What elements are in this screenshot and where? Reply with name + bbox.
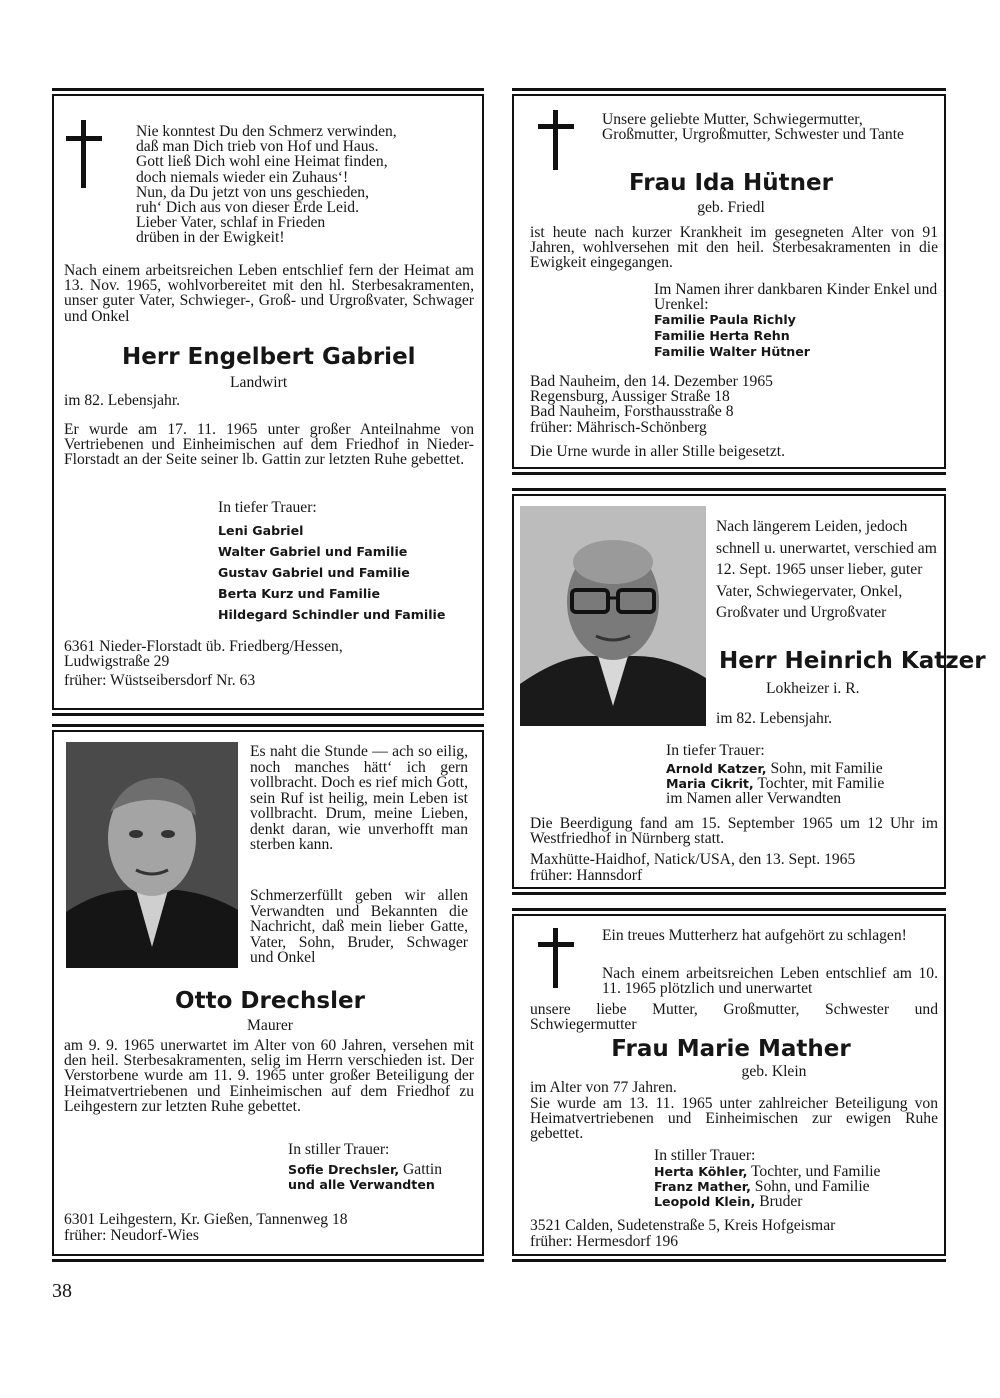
drechsler-intro: Schmerzerfüllt geben wir allen Verwandten und Bekannten die Nachricht, daß mein lieber Gatte, Vater, Sohn, Bruder, Schwager und Onkel bbox=[250, 887, 468, 966]
mourner-name: Maria Cikrit, bbox=[666, 776, 754, 792]
mather-burial: Sie wurde am 13. 11. 1965 unter zahlreicher Beteiligung von Heimatvertriebenen und Einheimischen zur ewigen Ruhe gebettet. bbox=[530, 1095, 938, 1143]
mather-poem: Ein treues Mutterherz hat aufgehört zu schlagen! bbox=[602, 927, 907, 944]
gabriel-age: im 82. Lebensjahr. bbox=[64, 392, 181, 409]
huetner-addresses: Bad Nauheim, den 14. Dezember 1965 Regensburg, Aussiger Straße 18 Bad Nauheim, Forsthausstraße 8 früher: Mährisch-Schönberg bbox=[530, 373, 773, 436]
mourner-relation: Tochter, mit Familie bbox=[753, 775, 885, 793]
notice-mather bbox=[512, 914, 946, 1256]
huetner-name: Frau Ida Hütner bbox=[629, 170, 833, 196]
portrait-photo bbox=[66, 742, 238, 968]
mourner-relation: Bruder bbox=[755, 1193, 803, 1211]
huetner-urn-note: Die Urne wurde in aller Stille beigesetzt. bbox=[530, 443, 786, 460]
mourner-relation: Gattin bbox=[399, 1161, 443, 1178]
portrait-drawing bbox=[66, 742, 238, 968]
gabriel-formerly: früher: Wüstseibersdorf Nr. 63 bbox=[64, 672, 256, 689]
gabriel-poem: Nie konntest Du den Schmerz verwinden, daß man Dich trieb von Hof und Haus. Gott ließ Dich wohl eine Heimat finden, doch niemals wieder ein Zuhaus‘! Nun, da Du jetzt von uns geschieden, ruh‘ Dich aus von dieser Erde Leid. Lieber Vater, schlaf in Frieden drüben in der Ewigkeit! bbox=[136, 123, 397, 247]
gabriel-occupation: Landwirt bbox=[230, 374, 288, 391]
katzer-mourners bbox=[666, 761, 884, 807]
mourner bbox=[288, 1162, 442, 1177]
drechsler-formerly: früher: Neudorf-Wies bbox=[64, 1227, 199, 1244]
mather-mourning-label: In stiller Trauer: bbox=[654, 1147, 756, 1164]
huetner-nee: geb. Friedl bbox=[697, 199, 765, 216]
drechsler-address: 6301 Leihgestern, Kr. Gießen, Tannenweg 18 bbox=[64, 1211, 348, 1228]
katzer-occupation: Lokheizer i. R. bbox=[766, 680, 860, 697]
huetner-mourners bbox=[654, 312, 810, 360]
katzer-formerly: früher: Hannsdorf bbox=[530, 867, 643, 884]
mourner-relation: Sohn, mit Familie bbox=[766, 760, 883, 777]
portrait-photo bbox=[520, 506, 706, 726]
mourner: im Namen aller Verwandten bbox=[666, 790, 842, 808]
page-number: 38 bbox=[52, 1280, 72, 1302]
mourner: Familie Herta Rehn bbox=[654, 328, 790, 343]
mourner bbox=[666, 761, 884, 776]
portrait-drawing bbox=[520, 506, 706, 726]
notice-drechsler bbox=[52, 730, 484, 1256]
huetner-text: ist heute nach kurzer Krankheit im gesegneten Alter von 91 Jahren, wohlversehen mit den heil. Sterbesakramenten in die Ewigkeit eingegangen. bbox=[530, 224, 938, 272]
drechsler-text: am 9. 9. 1965 unerwartet im Alter von 60 Jahren, versehen mit den heil. Sterbesakramenten, selig im Herrn verschieden ist. Der Verstorbene wurde am 11. 9. 1965 unter großer Beteiligung der Heimatvertriebenen und Einheimischen auf dem Friedhof zu Leihgestern zur letzten Ruhe gebettet. bbox=[64, 1037, 474, 1115]
drechsler-poem: Es naht die Stunde — ach so eilig, noch manches hätt‘ ich gern vollbracht. Doch es rief mich Gott, sein Ruf ist heilig, mein Leben ist vollbracht. Drum, meine Lieben, denkt daran, wie unverhofft man sterben kann. bbox=[250, 743, 468, 853]
drechsler-occupation: Maurer bbox=[247, 1017, 293, 1034]
mourner bbox=[654, 1179, 880, 1194]
gabriel-mourning-label: In tiefer Trauer: bbox=[218, 499, 317, 516]
mather-intro-1: Nach einem arbeitsreichen Leben entschlief am 10. 11. 1965 plötzlich und unerwartet bbox=[602, 965, 938, 998]
mather-address: 3521 Calden, Sudetenstraße 5, Kreis Hofgeismar bbox=[530, 1217, 836, 1234]
mourner: Walter Gabriel und Familie bbox=[218, 544, 408, 559]
katzer-name: Herr Heinrich Katzer bbox=[719, 648, 986, 674]
mather-formerly: früher: Hermesdorf 196 bbox=[530, 1233, 679, 1250]
katzer-mourning-label: In tiefer Trauer: bbox=[666, 742, 765, 759]
mather-intro-2: unsere liebe Mutter, Großmutter, Schwester und Schwiegermutter bbox=[530, 1001, 938, 1034]
katzer-intro: Nach längerem Leiden, jedoch schnell u. unerwartet, verschied am 12. Sept. 1965 unser lieber, guter Vater, Schwiegervater, Onkel, Großvater und Urgroßvater bbox=[716, 518, 937, 621]
mather-age: im Alter von 77 Jahren. bbox=[530, 1079, 677, 1096]
mourner: Familie Paula Richly bbox=[654, 312, 796, 327]
drechsler-mourning-label: In stiller Trauer: bbox=[288, 1141, 390, 1158]
gabriel-intro: Nach einem arbeitsreichen Leben entschlief fern der Heimat am 13. Nov. 1965, wohlvorbereitet mit den hl. Sterbesakramenten, unser guter Vater, Schwieger-, Groß- und Urgroßvater, Schwager und Onkel bbox=[64, 262, 474, 325]
mourner-name: Sofie Drechsler, bbox=[288, 1162, 400, 1177]
mourner: Hildegard Schindler und Familie bbox=[218, 607, 446, 622]
mourner-name: Herta Köhler, bbox=[654, 1164, 748, 1179]
mourner bbox=[654, 1164, 880, 1179]
mourner-name: Leopold Klein, bbox=[654, 1194, 756, 1210]
drechsler-name: Otto Drechsler bbox=[175, 988, 365, 1014]
katzer-burial: Die Beerdigung fand am 15. September 1965 um 12 Uhr im Westfriedhof in Nürnberg statt. bbox=[530, 815, 938, 848]
mourner: Familie Walter Hütner bbox=[654, 344, 811, 359]
gabriel-mourners bbox=[218, 520, 445, 625]
cross-icon bbox=[536, 926, 578, 990]
mourner bbox=[666, 776, 884, 791]
mourner-relation: Tochter, und Familie bbox=[747, 1163, 881, 1180]
mourner: Gustav Gabriel und Familie bbox=[218, 565, 410, 580]
mourner-name: und alle Verwandten bbox=[288, 1177, 435, 1193]
mourner bbox=[288, 1177, 442, 1192]
katzer-place-date: Maxhütte-Haidhof, Natick/USA, den 13. Sept. 1965 bbox=[530, 851, 856, 868]
mather-name: Frau Marie Mather bbox=[611, 1036, 851, 1062]
huetner-mourning-label: Im Namen ihrer dankbaren Kinder Enkel und Urenkel: bbox=[654, 281, 938, 314]
katzer-age: im 82. Lebensjahr. bbox=[716, 710, 833, 727]
mather-nee: geb. Klein bbox=[741, 1063, 807, 1080]
cross-icon bbox=[64, 118, 104, 190]
drechsler-mourners bbox=[288, 1162, 442, 1192]
mourner-name: Franz Mather, bbox=[654, 1179, 751, 1195]
huetner-intro: Unsere geliebte Mutter, Schwiegermutter, Großmutter, Urgroßmutter, Schwester und Tante bbox=[602, 111, 904, 144]
gabriel-burial: Er wurde am 17. 11. 1965 unter großer Anteilnahme von Vertriebenen und Einheimischen auf dem Friedhof in Nieder-Florstadt an der Seite seiner lb. Gattin zur letzten Ruhe gebettet. bbox=[64, 421, 474, 469]
gabriel-name: Herr Engelbert Gabriel bbox=[122, 344, 416, 370]
notice-katzer bbox=[512, 494, 986, 889]
mourner-name: Arnold Katzer, bbox=[666, 761, 767, 776]
mather-mourners bbox=[654, 1164, 880, 1210]
mourner bbox=[654, 1194, 880, 1209]
gabriel-address: 6361 Nieder-Florstadt üb. Friedberg/Hessen, Ludwigstraße 29 bbox=[64, 638, 343, 671]
notice-gabriel bbox=[52, 94, 484, 710]
mourner: Berta Kurz und Familie bbox=[218, 586, 380, 601]
cross-icon bbox=[536, 108, 578, 172]
notice-huetner bbox=[512, 94, 946, 469]
mourner: Leni Gabriel bbox=[218, 523, 304, 538]
mourner-relation: Sohn, und Familie bbox=[750, 1178, 870, 1196]
